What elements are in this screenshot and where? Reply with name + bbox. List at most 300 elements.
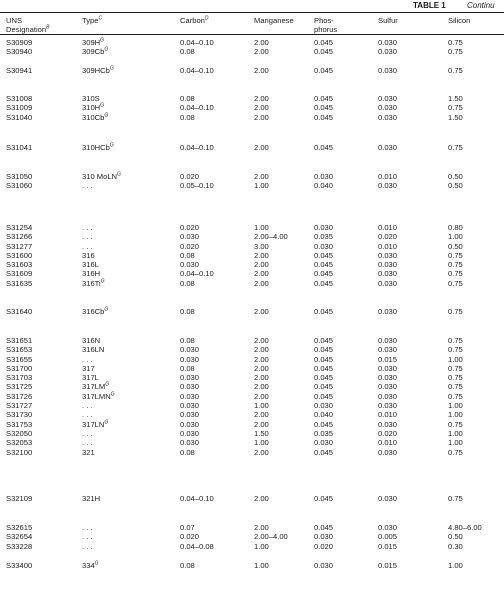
cell-uns: S31730 (6, 410, 33, 420)
cell-p: 0.035 (314, 428, 334, 438)
cell-si: 1.00 (448, 232, 463, 242)
cell-s: 0.030 (378, 103, 398, 113)
cell-uns: S31050 (6, 172, 33, 181)
cell-uns: S32109 (6, 494, 33, 503)
cell-s: 0.030 (378, 336, 398, 345)
col-header-sulfur (378, 16, 398, 25)
cell-c: 0.08 (180, 561, 195, 570)
cell-c: 0.030 (180, 419, 200, 429)
cell-type: $310H^G$ (82, 102, 105, 113)
cell-uns: S31009 (6, 103, 33, 113)
table-row (0, 523, 504, 532)
cell-p: 0.045 (314, 494, 334, 503)
cell-type: $317LM^G$ (82, 381, 110, 392)
cell-p: 0.045 (314, 391, 334, 401)
cell-s: 0.030 (378, 260, 398, 270)
header-text-line: Carbon (180, 16, 205, 25)
cell-type: 316N (82, 336, 101, 345)
cell-s: 0.030 (378, 143, 398, 152)
cell-type: $317LN^G$ (82, 419, 109, 429)
cell-uns: S31266 (6, 232, 33, 242)
cell-p: 0.035 (314, 232, 334, 242)
cell-uns: S31753 (6, 419, 33, 429)
footnote-marker: G (104, 419, 109, 426)
footnote-marker: G (117, 171, 121, 178)
cell-type: 321H (82, 494, 101, 503)
cell-s: 0.030 (378, 66, 398, 75)
cell-p: 0.030 (314, 401, 334, 411)
cell-c: 0.030 (180, 373, 200, 383)
cell-mn: 1.50 (254, 428, 269, 438)
row-group (0, 94, 504, 122)
cell-uns: S31725 (6, 382, 33, 392)
cell-s: 0.030 (378, 94, 398, 103)
cell-uns: S31727 (6, 401, 33, 411)
cell-c: 0.030 (180, 410, 200, 420)
footnote-marker: G (100, 102, 105, 109)
row-group (0, 523, 504, 551)
cell-s: 0.015 (378, 561, 398, 570)
cell-type: . . . (82, 232, 93, 242)
cell-p: 0.045 (314, 66, 334, 75)
cell-type: . . . (82, 401, 93, 411)
row-group (0, 143, 504, 152)
cell-mn: 2.00 (254, 269, 269, 279)
cell-uns: S31603 (6, 260, 33, 270)
cell-uns: S31277 (6, 241, 33, 251)
row-group (0, 494, 504, 503)
cell-uns: S31600 (6, 250, 33, 260)
cell-uns: S32615 (6, 523, 33, 532)
row-group (0, 307, 504, 316)
cell-s: 0.030 (378, 269, 398, 279)
cell-p: 0.045 (314, 307, 334, 316)
header-text-line: Manganese (254, 16, 294, 25)
cell-mn: 2.00 (254, 307, 269, 316)
table-row (0, 355, 504, 364)
table-row (0, 113, 504, 122)
cell-mn: 2.00 (254, 363, 269, 373)
cell-type: 317 (82, 363, 95, 373)
cell-mn: 2.00 (254, 523, 269, 532)
cell-uns: S32050 (6, 428, 33, 438)
table-row (0, 66, 504, 75)
cell-c: 0.030 (180, 401, 200, 411)
cell-s: 0.005 (378, 532, 398, 542)
cell-si: 1.00 (448, 428, 463, 438)
table-row (0, 103, 504, 112)
cell-mn: 1.00 (254, 438, 269, 448)
cell-type: 309HCb$^G$ (82, 65, 114, 75)
cell-p: 0.030 (314, 561, 334, 570)
cell-c: 0.08 (180, 363, 195, 373)
cell-si: 0.80 (448, 223, 463, 232)
cell-c: 0.020 (180, 223, 200, 232)
col-header-manganese (254, 16, 294, 25)
cell-c: 0.05–0.10 (180, 181, 214, 191)
cell-uns: S32654 (6, 532, 33, 542)
cell-type: . . . (82, 223, 93, 232)
table-row (0, 420, 504, 429)
cell-uns: S33400 (6, 561, 33, 570)
cell-si: 0.50 (448, 172, 463, 181)
cell-mn: 2.00 (254, 260, 269, 270)
cell-uns: S30940 (6, 47, 33, 57)
cell-type: 316LN (82, 345, 105, 355)
col-header-uns (6, 16, 49, 34)
cell-s: 0.030 (378, 181, 398, 191)
cell-p: 0.045 (314, 250, 334, 260)
cell-s: 0.030 (378, 307, 398, 316)
table-label: TABLE 1 (413, 1, 446, 10)
cell-type: . . . (82, 523, 93, 532)
cell-c: 0.030 (180, 260, 200, 270)
cell-uns: S31655 (6, 354, 33, 364)
header-bottom-rule (0, 34, 504, 35)
cell-si: 0.75 (448, 66, 463, 75)
col-header-phosphorus (314, 16, 337, 34)
cell-c: 0.030 (180, 391, 200, 401)
cell-type: . . . (82, 428, 93, 438)
row-group (0, 172, 504, 191)
cell-type: 316L (82, 260, 99, 270)
cell-si: 0.75 (448, 345, 463, 355)
cell-uns: S32100 (6, 447, 33, 457)
cell-mn: 3.00 (254, 241, 269, 251)
cell-p: 0.045 (314, 47, 334, 57)
cell-type: $309H^G$ (82, 37, 105, 47)
footnote-marker: B (46, 24, 50, 31)
cell-si: 4.80–6.00 (448, 523, 482, 532)
cell-si: 0.75 (448, 373, 463, 383)
cell-s: 0.030 (378, 345, 398, 355)
cell-type: 310S (82, 94, 100, 103)
cell-p: 0.045 (314, 523, 334, 532)
cell-p: 0.045 (314, 419, 334, 429)
cell-c: 0.030 (180, 382, 200, 392)
cell-c: 0.08 (180, 447, 195, 457)
cell-si: 0.75 (448, 269, 463, 279)
table-title (0, 1, 504, 11)
footnote-marker: G (94, 560, 99, 567)
table-row (0, 307, 504, 316)
cell-uns: S31041 (6, 143, 33, 152)
table-row (0, 232, 504, 241)
cell-p: 0.040 (314, 410, 334, 420)
cell-c: 0.04–0.10 (180, 103, 214, 113)
cell-mn: 2.00 (254, 391, 269, 401)
cell-s: 0.030 (378, 47, 398, 57)
footnote-marker: G (100, 278, 105, 285)
cell-mn: 2.00 (254, 94, 269, 103)
table-row (0, 94, 504, 103)
cell-type: . . . (82, 410, 93, 420)
header-text-line: phorus (314, 25, 338, 34)
cell-s: 0.010 (378, 223, 398, 232)
header-text-line: Phos- (314, 16, 334, 25)
cell-mn: 2.00 (254, 172, 269, 181)
cell-c: 0.030 (180, 438, 200, 448)
header-text-line: Type (82, 16, 99, 25)
cell-c: 0.08 (180, 336, 195, 345)
cell-c: 0.04–0.10 (180, 269, 214, 279)
footnote-marker: G (104, 112, 109, 119)
row-group (0, 66, 504, 75)
cell-type: $334^G$ (82, 560, 99, 570)
cell-si: 0.50 (448, 532, 463, 542)
cell-uns: S31640 (6, 307, 33, 316)
cell-s: 0.010 (378, 438, 398, 448)
cell-c: 0.08 (180, 307, 195, 316)
cell-si: 0.75 (448, 278, 463, 288)
cell-type: $316Cb^G$ (82, 306, 109, 316)
table-row (0, 373, 504, 382)
cell-s: 0.010 (378, 172, 398, 181)
cell-type: . . . (82, 541, 93, 551)
cell-si: 1.00 (448, 354, 463, 364)
cell-s: 0.010 (378, 410, 398, 420)
cell-type: 316H (82, 269, 101, 279)
cell-mn: 1.00 (254, 561, 269, 570)
footnote-marker: D (204, 15, 209, 22)
cell-mn: 1.00 (254, 541, 269, 551)
cell-si: 0.75 (448, 447, 463, 457)
table-row (0, 429, 504, 438)
cell-uns: S32053 (6, 438, 33, 448)
cell-p: 0.045 (314, 354, 334, 364)
header-top-rule (0, 12, 504, 13)
cell-si: 0.75 (448, 336, 463, 345)
cell-mn: 2.00 (254, 345, 269, 355)
cell-type: 316 (82, 250, 95, 260)
cell-mn: 2.00 (254, 66, 269, 75)
cell-si: 0.75 (448, 307, 463, 316)
cell-s: 0.030 (378, 401, 398, 411)
cell-p: 0.030 (314, 223, 334, 232)
cell-p: 0.030 (314, 172, 334, 181)
cell-c: 0.030 (180, 428, 200, 438)
cell-si: 0.75 (448, 419, 463, 429)
cell-type: 321 (82, 447, 95, 457)
cell-uns: S30909 (6, 38, 33, 47)
table-row (0, 143, 504, 152)
cell-mn: 2.00–4.00 (254, 232, 288, 242)
cell-uns: S31008 (6, 94, 33, 103)
cell-uns: S31040 (6, 112, 33, 122)
cell-si: 0.75 (448, 391, 463, 401)
footnote-marker: G (104, 306, 109, 313)
cell-uns: S31703 (6, 373, 33, 383)
cell-si: 0.75 (448, 47, 463, 57)
table-row (0, 438, 504, 447)
cell-c: 0.020 (180, 241, 200, 251)
cell-uns: S31060 (6, 181, 33, 191)
cell-uns: S31254 (6, 223, 33, 232)
table-row (0, 364, 504, 373)
table-row (0, 401, 504, 410)
cell-p: 0.045 (314, 336, 334, 345)
cell-uns: S30941 (6, 66, 33, 75)
cell-mn: 2.00 (254, 112, 269, 122)
cell-type: . . . (82, 532, 93, 542)
table-row (0, 494, 504, 503)
cell-s: 0.010 (378, 241, 398, 251)
cell-si: 1.00 (448, 410, 463, 420)
header-text-line: Sulfur (378, 16, 398, 25)
cell-c: 0.04–0.10 (180, 66, 214, 75)
cell-si: 1.00 (448, 438, 463, 448)
cell-uns: S31700 (6, 363, 33, 373)
table-row (0, 279, 504, 288)
cell-s: 0.030 (378, 523, 398, 532)
cell-mn: 2.00 (254, 103, 269, 113)
table-row (0, 392, 504, 401)
cell-p: 0.045 (314, 278, 334, 288)
col-header-silicon (448, 16, 470, 25)
cell-s: 0.030 (378, 447, 398, 457)
cell-mn: 2.00 (254, 278, 269, 288)
cell-p: 0.040 (314, 181, 334, 191)
cell-uns: S31635 (6, 278, 33, 288)
header-text-line: Designation (6, 25, 47, 34)
cell-c: 0.08 (180, 250, 195, 260)
cell-si: 0.50 (448, 181, 463, 191)
table-row (0, 336, 504, 345)
cell-mn: 2.00 (254, 447, 269, 457)
cell-p: 0.030 (314, 438, 334, 448)
cell-mn: 2.00 (254, 47, 269, 57)
cell-type: . . . (82, 181, 93, 191)
footnote-marker: C (98, 15, 103, 22)
cell-mn: 2.00 (254, 336, 269, 345)
cell-si: 0.75 (448, 494, 463, 503)
cell-s: 0.030 (378, 112, 398, 122)
cell-p: 0.045 (314, 382, 334, 392)
cell-p: 0.045 (314, 143, 334, 152)
cell-mn: 2.00 (254, 419, 269, 429)
cell-mn: 2.00 (254, 38, 269, 47)
cell-type: $310Cb^G$ (82, 112, 109, 122)
footnote-marker: G (100, 37, 105, 44)
table-row (0, 172, 504, 181)
cell-mn: 1.00 (254, 181, 269, 191)
cell-type: $309Cb^G$ (82, 46, 109, 57)
cell-s: 0.015 (378, 541, 398, 551)
table-row (0, 448, 504, 457)
cell-p: 0.030 (314, 241, 334, 251)
cell-p: 0.045 (314, 103, 334, 113)
footnote-marker: G (109, 142, 114, 149)
cell-p: 0.045 (314, 112, 334, 122)
cell-s: 0.015 (378, 354, 398, 364)
header-text-line: Silicon (448, 16, 471, 25)
cell-si: 0.75 (448, 363, 463, 373)
cell-si: 0.75 (448, 143, 463, 152)
cell-c: 0.030 (180, 345, 200, 355)
footnote-marker: G (104, 46, 109, 53)
cell-c: 0.04–0.10 (180, 494, 214, 503)
cell-c: 0.08 (180, 47, 195, 57)
cell-p: 0.045 (314, 94, 334, 103)
cell-si: 0.75 (448, 103, 463, 113)
cell-c: 0.07 (180, 523, 195, 532)
cell-type: . . . (82, 438, 93, 448)
cell-s: 0.030 (378, 373, 398, 383)
table-row (0, 410, 504, 419)
cell-mn: 2.00 (254, 354, 269, 364)
table-row (0, 532, 504, 541)
cell-mn: 2.00 (254, 382, 269, 392)
cell-c: 0.08 (180, 278, 195, 288)
cell-s: 0.030 (378, 391, 398, 401)
cell-type: . . . (82, 354, 93, 364)
cell-type: . . . (82, 241, 93, 251)
cell-p: 0.045 (314, 447, 334, 457)
cell-si: 0.30 (448, 541, 463, 551)
footnote-marker: G (109, 65, 114, 72)
cell-s: 0.030 (378, 363, 398, 373)
cell-uns: S31726 (6, 391, 33, 401)
cell-c: 0.08 (180, 112, 195, 122)
cell-p: 0.045 (314, 345, 334, 355)
cell-s: 0.030 (378, 382, 398, 392)
cell-p: 0.045 (314, 260, 334, 270)
cell-c: 0.020 (180, 532, 200, 542)
cell-uns: S31609 (6, 269, 33, 279)
row-group (0, 561, 504, 570)
cell-s: 0.030 (378, 278, 398, 288)
col-header-carbon (180, 16, 209, 25)
cell-type: 310 MoLN$^G$ (82, 171, 121, 181)
row-group (0, 336, 504, 457)
cell-type: $316Ti^G$ (82, 278, 105, 288)
footnote-marker: G (105, 381, 110, 388)
cell-c: 0.030 (180, 354, 200, 364)
cell-mn: 2.00 (254, 494, 269, 503)
cell-mn: 1.00 (254, 401, 269, 411)
cell-si: 1.00 (448, 561, 463, 570)
cell-si: 0.75 (448, 260, 463, 270)
cell-mn: 2.00 (254, 373, 269, 383)
cell-mn: 2.00–4.00 (254, 532, 288, 542)
cell-mn: 1.00 (254, 223, 269, 232)
cell-p: 0.045 (314, 373, 334, 383)
cell-si: 0.50 (448, 241, 463, 251)
cell-c: 0.04–0.10 (180, 38, 214, 47)
cell-p: 0.020 (314, 541, 334, 551)
table-row (0, 382, 504, 391)
cell-mn: 2.00 (254, 250, 269, 260)
table-row (0, 47, 504, 56)
cell-s: 0.030 (378, 38, 398, 47)
table-row (0, 251, 504, 260)
table-row (0, 181, 504, 190)
cell-c: 0.020 (180, 172, 200, 181)
table-row (0, 561, 504, 570)
cell-mn: 2.00 (254, 143, 269, 152)
header-text-line: UNS (6, 16, 23, 25)
col-header-type (82, 16, 102, 25)
cell-type: $317LMN^G$ (82, 391, 115, 401)
cell-si: 1.50 (448, 94, 463, 103)
row-group (0, 223, 504, 288)
cell-c: 0.04–0.08 (180, 541, 214, 551)
cell-p: 0.045 (314, 363, 334, 373)
cell-si: 0.75 (448, 382, 463, 392)
cell-p: 0.045 (314, 269, 334, 279)
cell-mn: 2.00 (254, 410, 269, 420)
table-row (0, 269, 504, 278)
